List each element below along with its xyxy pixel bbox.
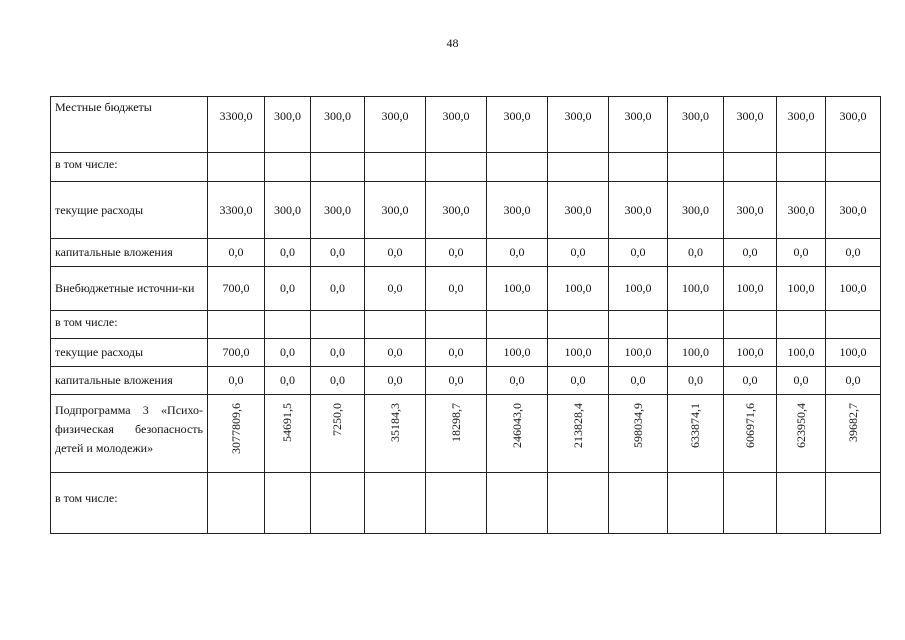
row-label: в том числе: (51, 311, 208, 339)
rotated-value: 7250,0 (330, 403, 344, 436)
cell (208, 311, 265, 339)
cell: 300,0 (777, 182, 826, 239)
cell (724, 311, 777, 339)
cell (548, 311, 609, 339)
cell: 300,0 (826, 182, 881, 239)
cell: 300,0 (365, 182, 426, 239)
cell: 100,0 (724, 267, 777, 311)
cell (724, 153, 777, 182)
cell (609, 311, 668, 339)
cell: 0,0 (365, 239, 426, 267)
cell (311, 153, 365, 182)
cell (826, 395, 881, 473)
cell (724, 473, 777, 534)
cell (777, 395, 826, 473)
cell: 0,0 (265, 367, 311, 395)
cell (668, 153, 724, 182)
cell: 300,0 (548, 97, 609, 153)
cell (777, 153, 826, 182)
cell (668, 473, 724, 534)
cell: 300,0 (668, 97, 724, 153)
cell: 100,0 (487, 267, 548, 311)
cell: 0,0 (487, 367, 548, 395)
table-row-current-expenses (51, 339, 881, 367)
cell: 300,0 (777, 97, 826, 153)
cell: 0,0 (548, 239, 609, 267)
rotated-value: 39682,7 (845, 403, 860, 442)
table-row-including (51, 473, 881, 534)
row-label: капитальные вложения (51, 367, 208, 395)
cell: 0,0 (548, 367, 609, 395)
rotated-value: 598034,9 (630, 403, 645, 448)
cell: 0,0 (365, 367, 426, 395)
budget-table (50, 96, 881, 534)
cell: 0,0 (426, 239, 487, 267)
page-number: 48 (446, 36, 459, 50)
cell (777, 473, 826, 534)
cell: 300,0 (311, 97, 365, 153)
cell: 700,0 (208, 267, 265, 311)
cell: 100,0 (487, 339, 548, 367)
cell: 300,0 (826, 97, 881, 153)
cell: 0,0 (311, 267, 365, 311)
cell: 100,0 (609, 267, 668, 311)
cell (208, 153, 265, 182)
cell (609, 153, 668, 182)
cell (826, 311, 881, 339)
cell (548, 395, 609, 473)
cell: 300,0 (365, 97, 426, 153)
cell: 100,0 (826, 267, 881, 311)
table-row-local-budgets (51, 97, 881, 153)
cell: 0,0 (426, 367, 487, 395)
cell (668, 395, 724, 473)
cell: 700,0 (208, 339, 265, 367)
cell (487, 395, 548, 473)
table-row-current-expenses (51, 182, 881, 239)
cell (311, 395, 365, 473)
cell: 300,0 (487, 182, 548, 239)
cell: 0,0 (668, 239, 724, 267)
cell: 300,0 (487, 97, 548, 153)
row-label: Подпрограмма 3 «Психо-физическая безопасность детей и молодежи» (51, 395, 208, 473)
cell (609, 395, 668, 473)
cell: 0,0 (826, 367, 881, 395)
cell: 300,0 (265, 182, 311, 239)
row-label: текущие расходы (51, 182, 208, 239)
cell: 100,0 (777, 267, 826, 311)
cell (365, 311, 426, 339)
cell: 0,0 (311, 239, 365, 267)
cell (487, 311, 548, 339)
row-label: Внебюджетные источни-ки (51, 267, 208, 311)
cell: 300,0 (724, 97, 777, 153)
cell: 0,0 (826, 239, 881, 267)
cell (668, 311, 724, 339)
cell: 100,0 (777, 339, 826, 367)
cell: 0,0 (724, 239, 777, 267)
cell: 0,0 (426, 339, 487, 367)
cell: 100,0 (668, 267, 724, 311)
rotated-value: 54691,5 (280, 403, 294, 442)
cell: 300,0 (265, 97, 311, 153)
cell (311, 311, 365, 339)
cell: 100,0 (548, 267, 609, 311)
table-row-including (51, 311, 881, 339)
cell (426, 311, 487, 339)
rotated-value: 35184,3 (387, 403, 402, 442)
cell: 0,0 (208, 367, 265, 395)
cell: 0,0 (487, 239, 548, 267)
cell: 0,0 (311, 367, 365, 395)
cell: 0,0 (668, 367, 724, 395)
cell: 0,0 (208, 239, 265, 267)
rotated-value: 633874,1 (688, 403, 702, 448)
cell (826, 473, 881, 534)
cell: 0,0 (609, 367, 668, 395)
cell: 0,0 (609, 239, 668, 267)
row-label: Местные бюджеты (51, 97, 208, 153)
cell (208, 473, 265, 534)
cell: 0,0 (311, 339, 365, 367)
rotated-value: 246043,0 (509, 403, 524, 448)
cell (487, 473, 548, 534)
rotated-value: 18298,7 (448, 403, 463, 442)
cell (265, 473, 311, 534)
cell (724, 395, 777, 473)
rotated-value: 623950,4 (793, 403, 808, 448)
cell (426, 153, 487, 182)
cell: 3300,0 (208, 182, 265, 239)
cell: 100,0 (724, 339, 777, 367)
cell (311, 473, 365, 534)
cell: 300,0 (609, 97, 668, 153)
cell (265, 311, 311, 339)
cell: 300,0 (311, 182, 365, 239)
cell (265, 395, 311, 473)
cell: 300,0 (426, 97, 487, 153)
cell (426, 395, 487, 473)
cell (265, 153, 311, 182)
cell: 0,0 (365, 339, 426, 367)
cell: 3300,0 (208, 97, 265, 153)
row-label: в том числе: (51, 153, 208, 182)
cell: 100,0 (668, 339, 724, 367)
cell: 100,0 (548, 339, 609, 367)
cell: 300,0 (668, 182, 724, 239)
cell: 300,0 (609, 182, 668, 239)
cell (426, 473, 487, 534)
cell (365, 153, 426, 182)
row-label: текущие расходы (51, 339, 208, 367)
rotated-value: 3077809,6 (228, 403, 243, 454)
cell: 0,0 (265, 339, 311, 367)
table-row-capital-investments (51, 239, 881, 267)
cell: 0,0 (265, 239, 311, 267)
cell (609, 473, 668, 534)
cell: 0,0 (265, 267, 311, 311)
cell (548, 153, 609, 182)
cell: 0,0 (365, 267, 426, 311)
cell: 100,0 (609, 339, 668, 367)
cell (777, 311, 826, 339)
cell (365, 395, 426, 473)
cell (487, 153, 548, 182)
row-label: капитальные вложения (51, 239, 208, 267)
cell (548, 473, 609, 534)
row-label: в том числе: (51, 473, 208, 534)
cell: 0,0 (777, 239, 826, 267)
table-row-capital-investments (51, 367, 881, 395)
table-row-subprogram-3 (51, 395, 881, 473)
cell: 0,0 (777, 367, 826, 395)
rotated-value: 213828,4 (570, 403, 585, 448)
cell: 100,0 (826, 339, 881, 367)
cell (826, 153, 881, 182)
cell: 300,0 (548, 182, 609, 239)
cell: 0,0 (426, 267, 487, 311)
cell: 300,0 (724, 182, 777, 239)
table-row-extrabudgetary (51, 267, 881, 311)
table-row-including (51, 153, 881, 182)
cell (365, 473, 426, 534)
cell: 0,0 (724, 367, 777, 395)
rotated-value: 606971,6 (742, 403, 757, 448)
cell (208, 395, 265, 473)
cell: 300,0 (426, 182, 487, 239)
